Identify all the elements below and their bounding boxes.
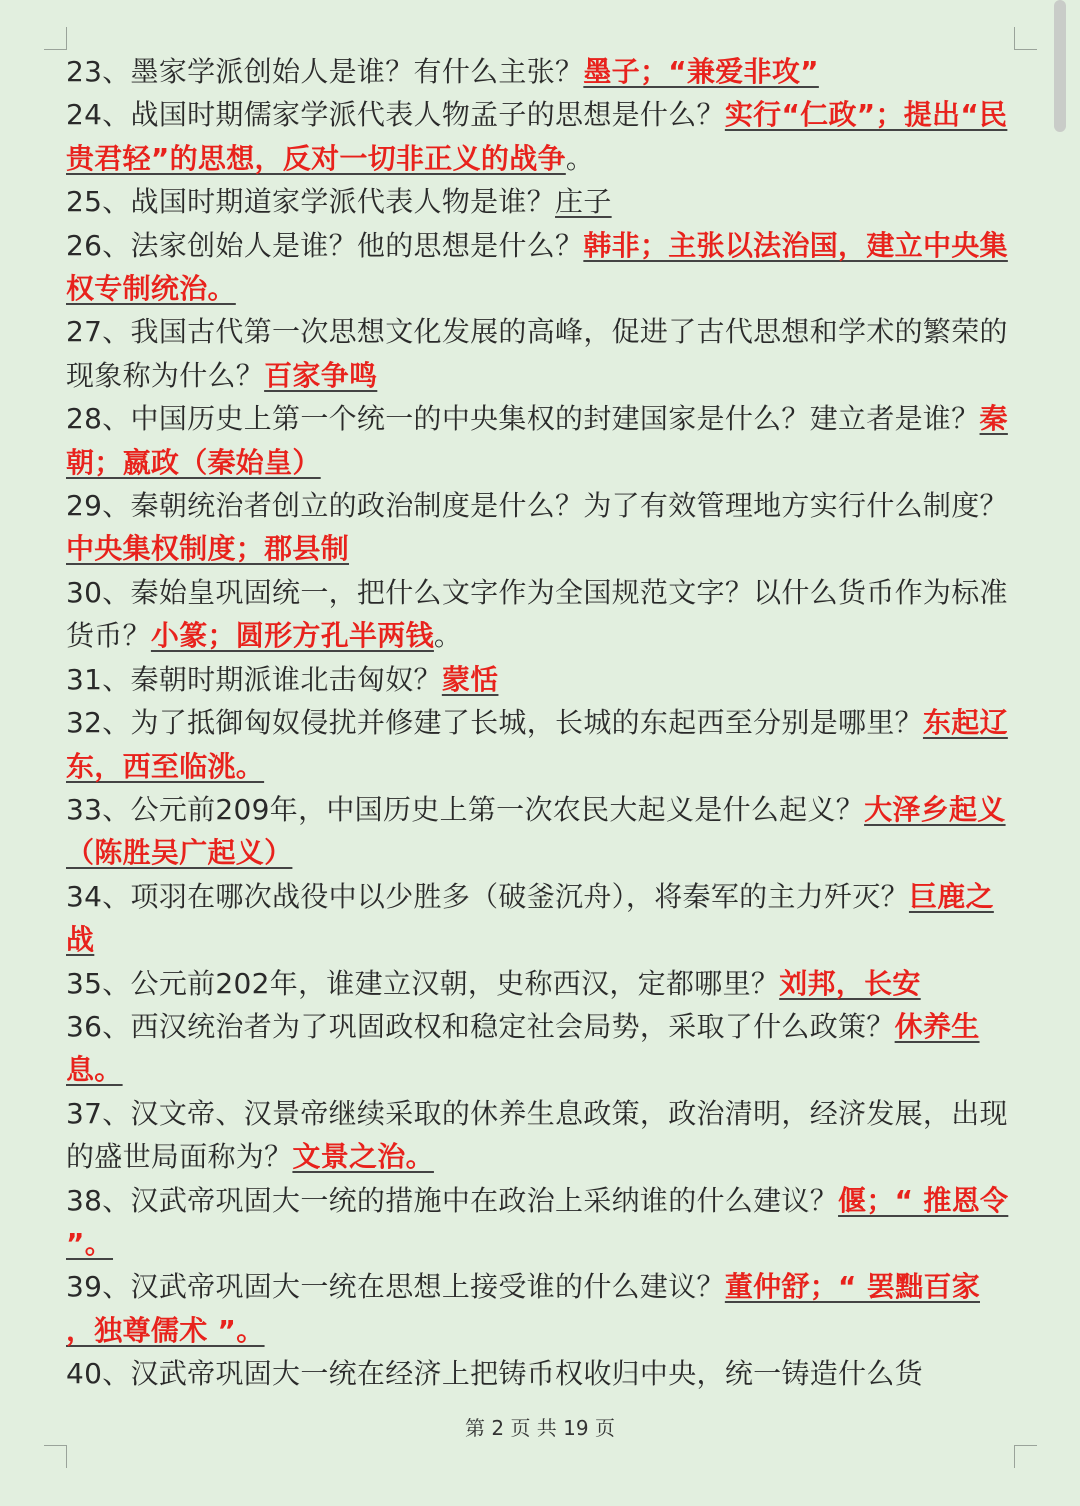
question-text: 25、战国时期道家学派代表人物是谁？ <box>66 185 556 219</box>
question-text: 40、汉武帝巩固大一统在经济上把铸币权收归中央，统一铸造什么货 <box>66 1357 923 1391</box>
qa-item <box>66 1265 1016 1352</box>
question-text: 37、汉文帝、汉景帝继续采取的休养生息政策，政治清明，经济发展，出现的盛世局面称为？ <box>66 1096 1008 1174</box>
question-text: 24、战国时期儒家学派代表人物孟子的思想是什么？ <box>66 98 725 132</box>
answer-text: 庄子 <box>555 185 612 219</box>
answer-text: 蒙恬 <box>441 662 499 696</box>
qa-item <box>66 1092 1016 1179</box>
answer-text: 大泽乡起义（陈胜吴广起义） <box>66 792 1006 870</box>
page-corner-mark <box>1014 1445 1037 1468</box>
answer-text: 中央集权制度；郡县制 <box>66 532 350 566</box>
answer-text: 偃；“ 推恩令 ”。 <box>66 1183 1009 1260</box>
qa-item <box>66 788 1016 875</box>
question-text: 23、墨家学派创始人是谁？有什么主张？ <box>66 55 584 88</box>
question-text: 38、汉武帝巩固大一统的措施中在政治上采纳谁的什么建议？ <box>66 1183 839 1217</box>
qa-item <box>66 93 1016 180</box>
answer-text: 刘邦，长安 <box>779 966 921 1000</box>
question-text: 31、秦朝时期派谁北击匈奴？ <box>66 662 442 696</box>
question-text: 32、为了抵御匈奴侵扰并修建了长城，长城的东起西至分别是哪里？ <box>66 706 923 740</box>
qa-item <box>66 962 1016 1005</box>
question-text: 33、公元前209年，中国历史上第一次农民大起义是什么起义？ <box>66 792 865 826</box>
answer-text: 董仲舒；“ 罢黜百家 ，独尊儒术 ”。 <box>66 1270 980 1347</box>
answer-text: 墨子；“兼爱非攻” <box>583 55 819 88</box>
question-text: 26、法家创始人是谁？他的思想是什么？ <box>66 228 584 262</box>
qa-item <box>66 571 1016 658</box>
page-corner-mark <box>44 27 67 50</box>
qa-item <box>66 180 1016 223</box>
answer-text: 休养生息。 <box>66 1009 980 1087</box>
qa-item <box>66 1352 1016 1395</box>
page-number-footer: 第 2 页 共 19 页 <box>465 1416 615 1440</box>
answer-tail: 。 <box>433 619 463 653</box>
qa-item <box>66 224 1016 311</box>
answer-text: 实行“仁政”；提出“民贵君轻”的思想，反对一切非正义的战争 <box>66 98 1008 175</box>
question-text: 35、公元前202年，谁建立汉朝，史称西汉，定都哪里？ <box>66 966 780 1000</box>
page-corner-mark <box>44 1445 67 1468</box>
qa-item <box>66 484 1016 571</box>
answer-text: 巨鹿之战 <box>66 879 994 957</box>
answer-text: 百家争鸣 <box>264 358 378 392</box>
answer-tail: 。 <box>565 141 595 175</box>
answer-text: 韩非；主张以法治国，建立中央集权专制统治。 <box>66 228 1008 306</box>
qa-item <box>66 310 1016 397</box>
qa-item <box>66 50 1016 93</box>
question-text: 29、秦朝统治者创立的政治制度是什么？为了有效管理地方实行什么制度？ <box>66 489 1008 523</box>
answer-text: 文景之治。 <box>292 1140 434 1174</box>
answer-text: 秦朝；嬴政（秦始皇） <box>66 402 1008 479</box>
page-corner-mark <box>1014 27 1037 50</box>
qa-item <box>66 875 1016 962</box>
qa-item <box>66 658 1016 701</box>
question-list <box>66 50 1016 1396</box>
qa-item <box>66 1179 1016 1266</box>
answer-text: 小篆；圆形方孔半两钱 <box>150 619 434 653</box>
question-text: 28、中国历史上第一个统一的中央集权的封建国家是什么？建立者是谁？ <box>66 402 980 436</box>
question-text: 36、西汉统治者为了巩固政权和稳定社会局势，采取了什么政策？ <box>66 1009 895 1043</box>
answer-text: 东起辽东，西至临洮。 <box>66 706 1008 783</box>
qa-item <box>66 1005 1016 1092</box>
question-text: 27、我国古代第一次思想文化发展的高峰，促进了古代思想和学术的繁荣的现象称为什么？ <box>66 315 1008 392</box>
qa-item <box>66 701 1016 788</box>
qa-item <box>66 397 1016 484</box>
question-text: 34、项羽在哪次战役中以少胜多（破釜沉舟），将秦军的主力歼灭？ <box>66 879 909 913</box>
question-text: 30、秦始皇巩固统一，把什么文字作为全国规范文字？以什么货币作为标准货币？ <box>66 575 1008 653</box>
scrollbar-thumb[interactable] <box>1054 0 1066 132</box>
question-text: 39、汉武帝巩固大一统在思想上接受谁的什么建议？ <box>66 1270 725 1304</box>
